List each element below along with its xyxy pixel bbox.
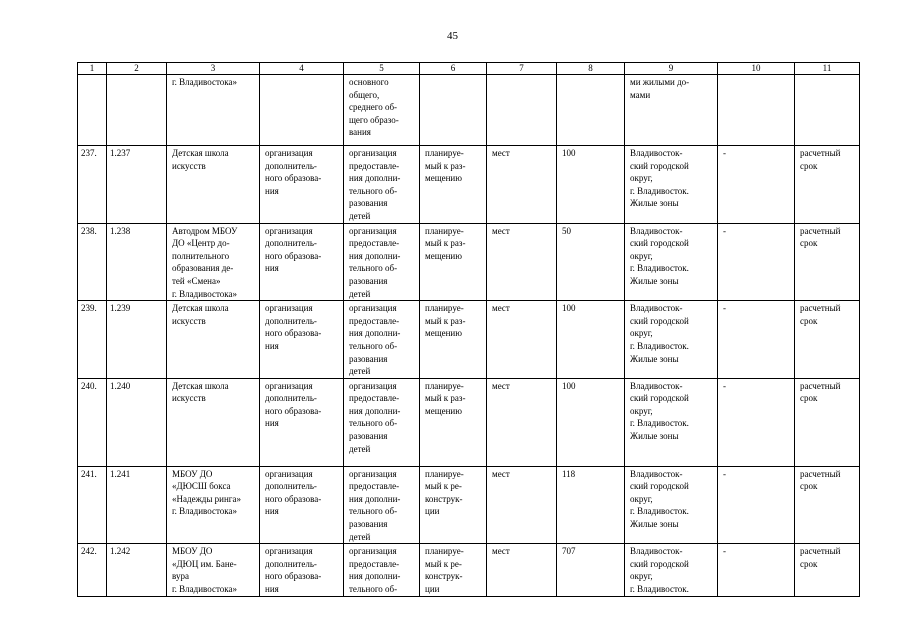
cell-capacity: 100 [557, 146, 625, 224]
cell-term: расчетный срок [795, 544, 860, 596]
cell-object-type: организация дополнитель- ного образова- ния [260, 146, 344, 224]
cell-capacity [557, 75, 625, 146]
cell-location: Владивосток- ский городской округ, г. Владивосток. Жилые зоны [625, 378, 718, 466]
cell-object-name: Детская школа искусств [167, 146, 260, 224]
cell-object-name: Детская школа искусств [167, 378, 260, 466]
data-table [77, 62, 860, 597]
cell-extra: - [718, 223, 795, 301]
page-number: 45 [447, 30, 458, 42]
cell-row-number: 238. [78, 223, 107, 301]
table-row [78, 75, 860, 146]
table-row [78, 378, 860, 466]
cell-purpose: организация предоставле- ния дополни- тельного об- разования детей [344, 466, 420, 544]
cell-extra: - [718, 544, 795, 596]
header-cell-6: 6 [420, 63, 487, 75]
cell-unit: мест [487, 544, 557, 596]
cell-object-name: МБОУ ДО «ДЮЦ им. Бане- вура г. Владивостока» [167, 544, 260, 596]
cell-extra: - [718, 378, 795, 466]
header-cell-8: 8 [557, 63, 625, 75]
header-row [78, 63, 860, 75]
cell-status: планируе- мый к раз- мещению [420, 301, 487, 379]
table-row [78, 544, 860, 596]
cell-object-type: организация дополнитель- ного образова- ния [260, 378, 344, 466]
cell-row-number: 242. [78, 544, 107, 596]
cell-code: 1.240 [107, 378, 167, 466]
cell-capacity: 100 [557, 301, 625, 379]
cell-code: 1.241 [107, 466, 167, 544]
cell-purpose: организация предоставле- ния дополни- тельного об- [344, 544, 420, 596]
cell-location: Владивосток- ский городской округ, г. Владивосток. Жилые зоны [625, 466, 718, 544]
cell-object-type: организация дополнитель- ного образова- ния [260, 544, 344, 596]
cell-status: планируе- мый к раз- мещению [420, 146, 487, 224]
cell-status [420, 75, 487, 146]
cell-unit [487, 75, 557, 146]
cell-location: Владивосток- ский городской округ, г. Владивосток. Жилые зоны [625, 146, 718, 224]
cell-status: планируе- мый к ре- конструк- ции [420, 466, 487, 544]
cell-purpose: организация предоставле- ния дополни- тельного об- разования детей [344, 146, 420, 224]
cell-unit: мест [487, 301, 557, 379]
cell-object-type [260, 75, 344, 146]
cell-object-type: организация дополнитель- ного образова- ния [260, 301, 344, 379]
cell-extra: - [718, 301, 795, 379]
cell-purpose: основного общего, среднего об- щего образо- вания [344, 75, 420, 146]
cell-row-number: 241. [78, 466, 107, 544]
cell-row-number [78, 75, 107, 146]
cell-purpose: организация предоставле- ния дополни- тельного об- разования детей [344, 223, 420, 301]
cell-status: планируе- мый к раз- мещению [420, 378, 487, 466]
cell-extra: - [718, 146, 795, 224]
cell-location: ми жилыми до- мами [625, 75, 718, 146]
cell-code: 1.242 [107, 544, 167, 596]
cell-term [795, 75, 860, 146]
cell-object-name: МБОУ ДО «ДЮСШ бокса «Надежды ринга» г. Владивостока» [167, 466, 260, 544]
cell-unit: мест [487, 146, 557, 224]
header-cell-4: 4 [260, 63, 344, 75]
header-cell-10: 10 [718, 63, 795, 75]
cell-term: расчетный срок [795, 146, 860, 224]
cell-code: 1.238 [107, 223, 167, 301]
cell-row-number: 237. [78, 146, 107, 224]
cell-capacity: 100 [557, 378, 625, 466]
cell-row-number: 239. [78, 301, 107, 379]
cell-unit: мест [487, 466, 557, 544]
cell-status: планируе- мый к раз- мещению [420, 223, 487, 301]
cell-purpose: организация предоставле- ния дополни- тельного об- разования детей [344, 301, 420, 379]
cell-location: Владивосток- ский городской округ, г. Владивосток. [625, 544, 718, 596]
header-cell-7: 7 [487, 63, 557, 75]
cell-term: расчетный срок [795, 466, 860, 544]
cell-extra: - [718, 466, 795, 544]
table-row [78, 466, 860, 544]
cell-code: 1.239 [107, 301, 167, 379]
cell-term: расчетный срок [795, 301, 860, 379]
header-cell-11: 11 [795, 63, 860, 75]
header-cell-5: 5 [344, 63, 420, 75]
cell-object-name: г. Владивостока» [167, 75, 260, 146]
cell-location: Владивосток- ский городской округ, г. Владивосток. Жилые зоны [625, 223, 718, 301]
cell-capacity: 50 [557, 223, 625, 301]
cell-object-type: организация дополнитель- ного образова- ния [260, 223, 344, 301]
cell-location: Владивосток- ский городской округ, г. Владивосток. Жилые зоны [625, 301, 718, 379]
cell-capacity: 118 [557, 466, 625, 544]
cell-row-number: 240. [78, 378, 107, 466]
cell-term: расчетный срок [795, 378, 860, 466]
cell-extra [718, 75, 795, 146]
cell-unit: мест [487, 223, 557, 301]
cell-purpose: организация предоставле- ния дополни- тельного об- разования детей [344, 378, 420, 466]
cell-code: 1.237 [107, 146, 167, 224]
table-row [78, 146, 860, 224]
table-row [78, 223, 860, 301]
header-cell-3: 3 [167, 63, 260, 75]
cell-object-name: Автодром МБОУ ДО «Центр до- полнительного образования де- тей «Смена» г. Владивостока» [167, 223, 260, 301]
header-cell-2: 2 [107, 63, 167, 75]
cell-term: расчетный срок [795, 223, 860, 301]
header-cell-9: 9 [625, 63, 718, 75]
header-cell-1: 1 [78, 63, 107, 75]
cell-object-name: Детская школа искусств [167, 301, 260, 379]
cell-object-type: организация дополнитель- ного образова- ния [260, 466, 344, 544]
cell-capacity: 707 [557, 544, 625, 596]
cell-unit: мест [487, 378, 557, 466]
cell-code [107, 75, 167, 146]
cell-status: планируе- мый к ре- конструк- ции [420, 544, 487, 596]
table-row [78, 301, 860, 379]
